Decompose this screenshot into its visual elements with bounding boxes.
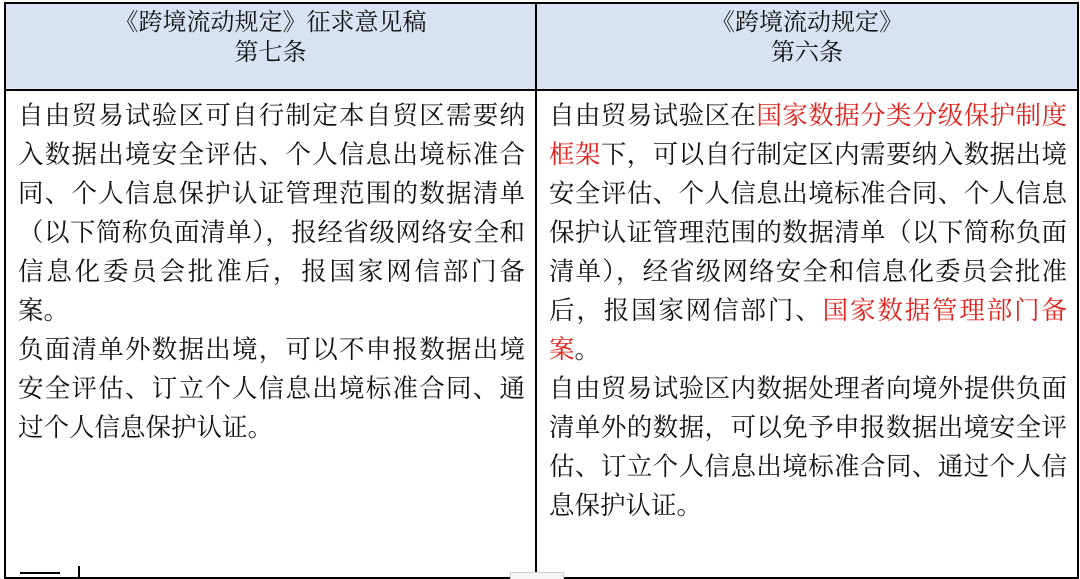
bottom-rule-line — [20, 572, 60, 574]
right-p1-highlight-filing: 国家数据管理部门备案 — [549, 296, 1067, 365]
right-p1-highlight-framework: 国家数据分类分级保护制度框架 — [549, 101, 1067, 170]
left-paragraph-2: 负面清单外数据出境，可以不申报数据出境安全评估、订立个人信息出境标准合同、通过个人信息保护认证。 — [18, 335, 525, 443]
body-row — [5, 90, 1078, 578]
right-header — [536, 3, 1078, 90]
left-header-article: 第七条 — [234, 38, 307, 66]
right-p1-text-a: 自由贸易试验区在 — [549, 101, 757, 131]
text-cursor-mark — [78, 566, 80, 578]
left-header — [5, 3, 536, 90]
right-header-article: 第六条 — [771, 38, 843, 66]
left-header-title: 《跨境流动规定》征求意见稿 — [114, 8, 427, 36]
right-header-title: 《跨境流动规定》 — [711, 8, 903, 36]
right-paragraph-1 — [549, 97, 1067, 370]
right-p1-text-c: 。 — [574, 335, 601, 365]
right-paragraph-2: 自由贸易试验区内数据处理者向境外提供负面清单外的数据，可以免予申报数据出境安全评估、订立个人信息出境标准合同、通过个人信息保护认证。 — [549, 374, 1067, 521]
comparison-table — [4, 2, 1079, 579]
left-paragraph-1: 自由贸易试验区可自行制定本自贸区需要纳入数据出境安全评估、个人信息出境标准合同、个人信息保护认证管理范围的数据清单（以下简称负面清单），报经省级网络安全和信息化委员会批准后，报国家网信部门备案。 — [18, 101, 525, 326]
right-body-cell — [536, 90, 1078, 578]
header-row — [5, 3, 1078, 90]
right-p1-text-b: 下，可以自行制定区内需要纳入数据出境安全评估、个人信息出境标准合同、个人信息保护认证管理范围的数据清单（以下简称负面清单），经省级网络安全和信息化委员会批准后，报国家网信部门、 — [549, 140, 1067, 326]
left-body-cell — [5, 90, 536, 578]
